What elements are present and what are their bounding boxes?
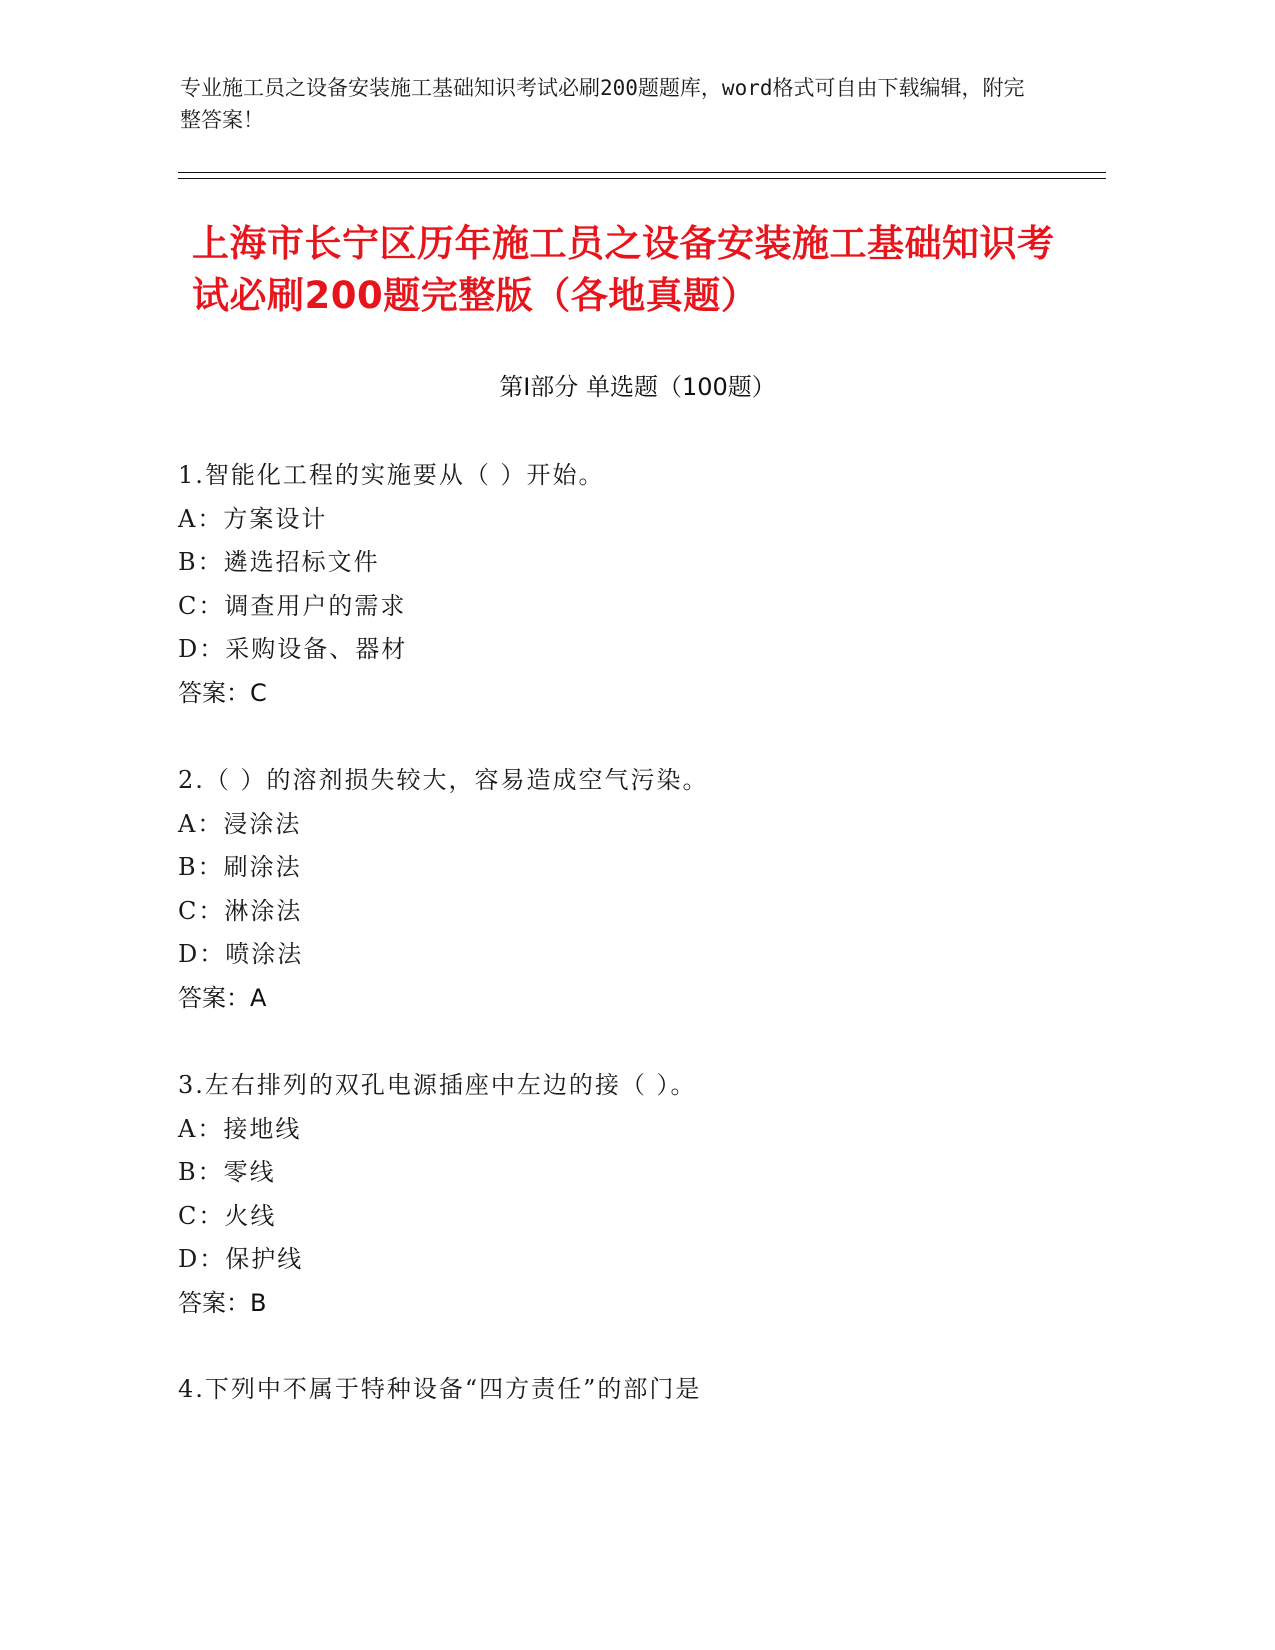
- option-c: C：淋涂法: [178, 896, 303, 925]
- option-d: D：保护线: [178, 1245, 304, 1274]
- header-note: 专业施工员之设备安装施工基础知识考试必刷200题题库，word格式可自由下载编辑，附完整答案！: [180, 76, 1025, 132]
- document-title: 上海市长宁区历年施工员之设备安装施工基础知识考试必刷200题完整版（各地真题）: [192, 222, 1055, 317]
- answer-text: 答案：C: [178, 678, 267, 707]
- question-stem: 3.左右排列的双孔电源插座中左边的接（ ）。: [178, 1071, 697, 1099]
- question-3: [178, 1064, 1078, 1326]
- option-a: A：方案设计: [178, 504, 328, 533]
- option-b: B：刷涂法: [178, 853, 302, 882]
- option-a: A：接地线: [178, 1114, 302, 1143]
- option-c: C：调查用户的需求: [178, 591, 407, 620]
- question-1: [178, 454, 1078, 716]
- question-4: [178, 1368, 1078, 1412]
- answer-text: 答案：B: [178, 1288, 267, 1317]
- option-d: D：采购设备、器材: [178, 635, 408, 664]
- option-c: C：火线: [178, 1201, 277, 1230]
- option-b: B：遴选招标文件: [178, 548, 380, 577]
- question-stem: 1.智能化工程的实施要从（ ）开始。: [178, 461, 605, 489]
- question-stem: 4.下列中不属于特种设备“四方责任”的部门是: [178, 1375, 702, 1403]
- question-stem: 2.（ ）的溶剂损失较大，容易造成空气污染。: [178, 766, 709, 794]
- option-d: D：喷涂法: [178, 940, 304, 969]
- section-title: 第Ⅰ部分 单选题（100题）: [499, 373, 776, 401]
- header-divider: [178, 172, 1106, 173]
- question-2: [178, 759, 1078, 1021]
- header-divider-secondary: [178, 178, 1106, 179]
- answer-text: 答案：A: [178, 983, 267, 1012]
- option-a: A：浸涂法: [178, 809, 302, 838]
- option-b: B：零线: [178, 1158, 276, 1187]
